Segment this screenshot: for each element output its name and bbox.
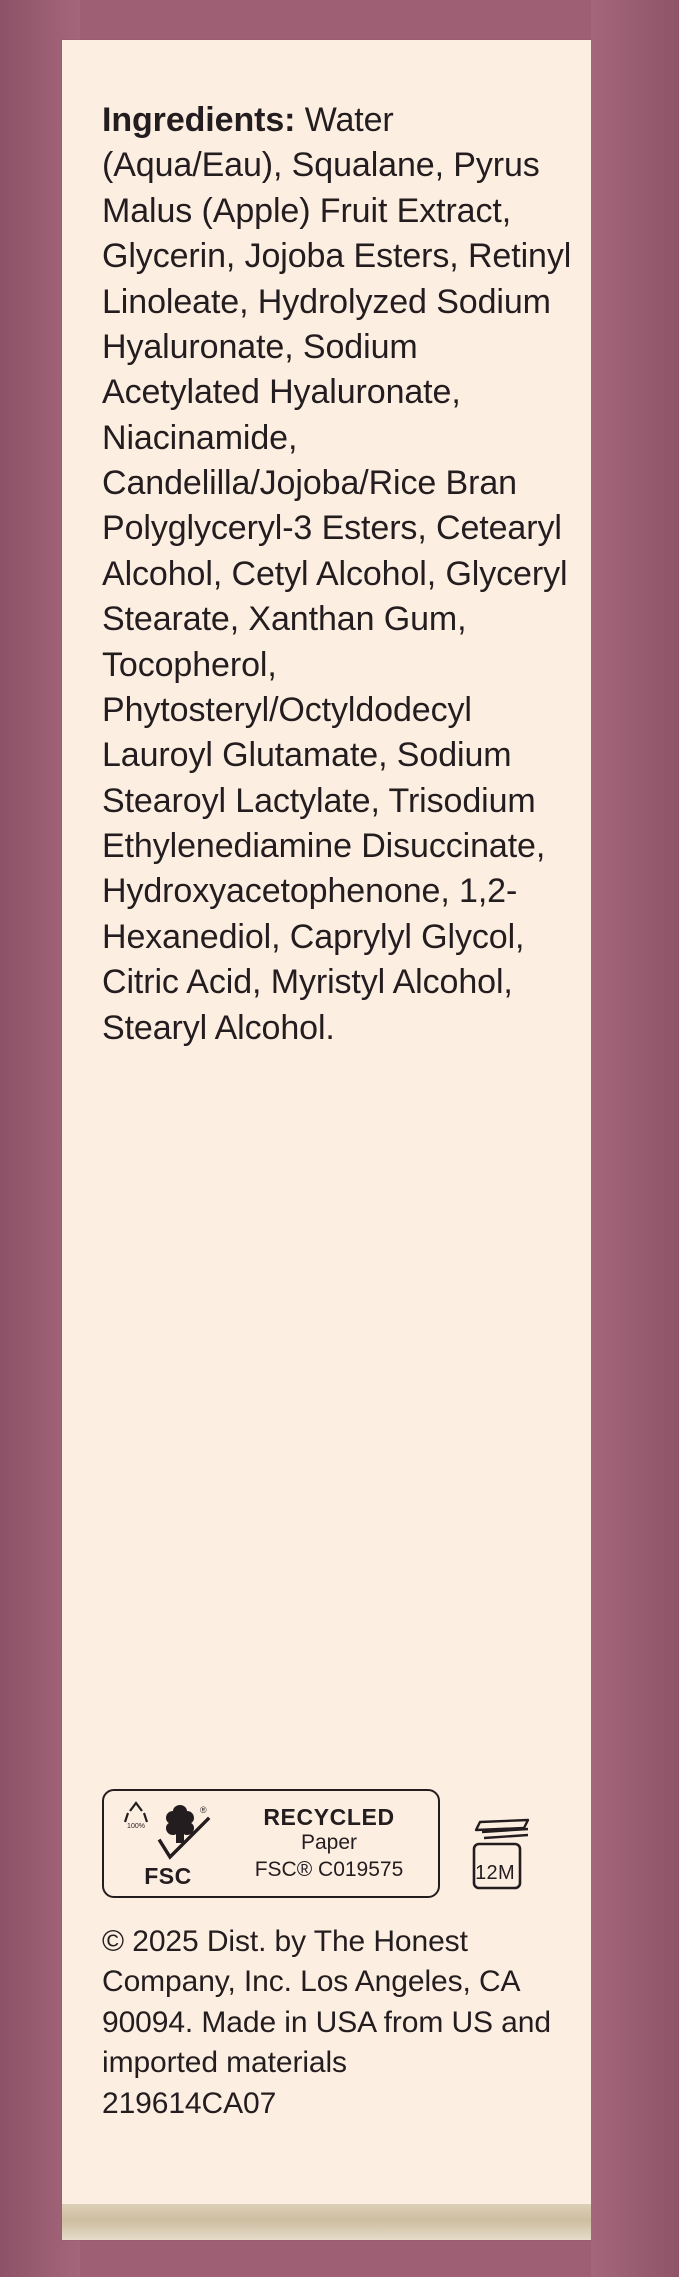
copyright-line: © 2025 Dist. by The Honest Company, Inc. Los Angeles, CA 90094. Made in USA from US and imported materials (102, 1924, 551, 2079)
lot-code: 219614CA07 (102, 2086, 277, 2120)
ingredients-list: Water (Aqua/Eau), Squalane, Pyrus Malus (Apple) Fruit Extract, Glycerin, Jojoba Esters, Retinyl Linoleate, Hydrolyzed Sodium Hyaluronate, Sodium Acetylated Hyaluronate, Niacinamide, Candelilla/Jojoba/Rice Bran Polyglyceryl-3 Esters, Cetearyl Alcohol, Cetyl Alcohol, Glyceryl Stearate, Xanthan Gum, Tocopherol, Phytosteryl/Octyldodecyl Lauroyl Glutamate, Sodium Stearoyl Lactylate, Trisodium Ethylenediamine Disuccinate, Hydroxyacetophenone, 1,2-Hexanediol, Caprylyl Glycol, Citric Acid, Myristyl Alcohol, Stearyl Alcohol. (102, 101, 572, 1047)
footer-block (102, 1789, 582, 2125)
ingredients-heading: Ingredients: (102, 101, 296, 139)
panel-content (62, 40, 618, 2240)
ingredients-panel (62, 40, 618, 2240)
pao-label: 12M (475, 1861, 515, 1884)
period-after-opening-icon (458, 1818, 532, 1894)
cardboard-edge (62, 2204, 618, 2240)
fsc-recycled-label: RECYCLED (263, 1804, 395, 1831)
ingredients-paragraph (102, 98, 582, 1051)
fsc-paper-label: Paper (300, 1831, 358, 1855)
fsc-tree-checkmark-icon (122, 1801, 214, 1863)
fsc-text-group (232, 1805, 426, 1883)
certification-marks-row (102, 1789, 582, 1898)
svg-text:®: ® (200, 1804, 207, 1815)
legal-copy (102, 1922, 582, 2125)
fsc-certification-mark (102, 1789, 440, 1898)
svg-text:100%: 100% (127, 1822, 145, 1830)
fsc-license-code: FSC® C019575 (254, 1857, 404, 1881)
fsc-logo-group (116, 1801, 220, 1888)
fsc-label: FSC (144, 1862, 192, 1889)
